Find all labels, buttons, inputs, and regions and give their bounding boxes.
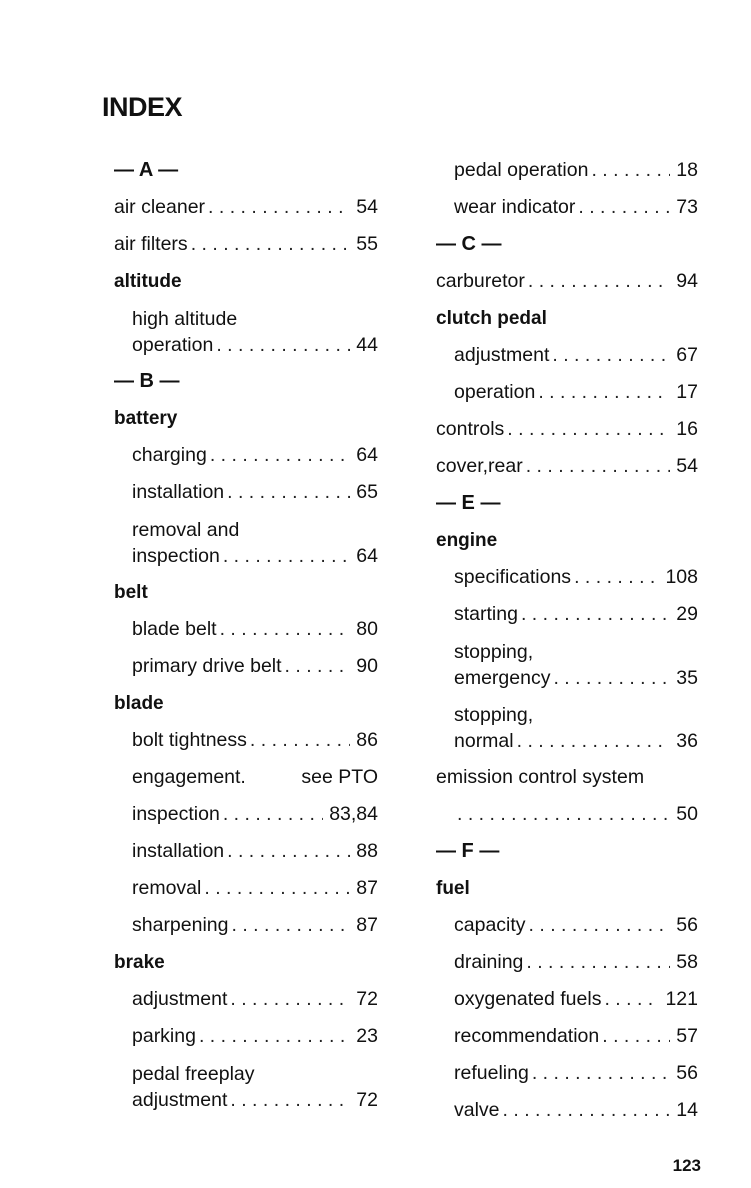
index-entry (108, 796, 378, 833)
index-entry-term-line (454, 728, 698, 754)
dot-leader (216, 332, 350, 358)
index-entry (430, 633, 698, 696)
dot-leader (208, 189, 350, 226)
index-entry-page: 88 (356, 840, 378, 862)
index-entry-term-line: high altitude (132, 308, 238, 330)
dot-leader (538, 374, 670, 411)
index-entry (430, 981, 698, 1018)
index-entry (430, 374, 698, 411)
index-entry-term: operation (454, 381, 536, 403)
dot-leader (604, 981, 659, 1018)
index-entry-term-line: stopping, (454, 704, 534, 726)
index-entry-term: recommendation (454, 1025, 600, 1047)
index-entry-page: 64 (356, 444, 378, 466)
index-entry-term-line (132, 543, 378, 569)
index-entry (108, 907, 378, 944)
index-entry (108, 1018, 378, 1055)
index-entry-page: 29 (676, 603, 698, 625)
index-column-right (430, 152, 698, 1129)
dot-leader (227, 833, 350, 870)
dot-leader (232, 907, 351, 944)
index-entry (108, 189, 378, 226)
index-entry-term: capacity (454, 914, 526, 936)
dot-leader (526, 944, 670, 981)
index-entry-term: normal (454, 730, 514, 752)
index-entry (108, 648, 378, 685)
dot-leader (199, 1018, 350, 1055)
index-entry-page: 73 (676, 196, 698, 218)
index-entry-reference: see PTO (301, 766, 378, 788)
dot-leader (529, 907, 671, 944)
index-entry-term: air cleaner (114, 196, 206, 218)
page-number: 123 (672, 1156, 701, 1175)
index-entry-term: air filters (114, 233, 188, 255)
index-heading: altitude (114, 271, 182, 292)
dot-leader (578, 189, 670, 226)
index-entry (108, 474, 378, 511)
index-entry (108, 611, 378, 648)
index-entry-page: 86 (356, 729, 378, 751)
index-entry-page: 121 (665, 988, 698, 1010)
index-entry-term: adjustment (132, 988, 228, 1010)
index-entry (430, 189, 698, 226)
dot-leader (204, 870, 350, 907)
dot-leader (220, 611, 351, 648)
index-entry-page: 72 (356, 1089, 378, 1111)
index-entry (430, 263, 698, 300)
index-entry-page: 65 (356, 481, 378, 503)
index-entry-term: inspection (132, 545, 220, 567)
index-entry-page: 87 (356, 877, 378, 899)
index-entry (430, 559, 698, 596)
index-entry-term: emergency (454, 667, 551, 689)
index-entry (108, 833, 378, 870)
index-entry-term: bolt tightness (132, 729, 247, 751)
index-heading: blade (114, 693, 164, 714)
index-entry (108, 437, 378, 474)
index-entry-term: carburetor (436, 270, 525, 292)
index-entry (430, 448, 698, 485)
index-entry-term: sharpening (132, 914, 229, 936)
dot-leader (553, 665, 670, 691)
index-entry-page: 83,84 (329, 803, 378, 825)
index-entry-page: 87 (356, 914, 378, 936)
index-entry (108, 511, 378, 574)
index-entry-term-line (454, 665, 698, 691)
index-entry-page: 72 (356, 988, 378, 1010)
index-entry-term: adjustment (132, 1089, 228, 1111)
index-entry-page: 90 (356, 655, 378, 677)
index-entry-page: 44 (356, 334, 378, 356)
index-entry-term-line: stopping, (454, 641, 534, 663)
dot-leader (223, 543, 350, 569)
index-entry-page: 23 (356, 1025, 378, 1047)
dot-leader (285, 648, 351, 685)
index-entry-term: draining (454, 951, 524, 973)
index-entry (108, 759, 378, 796)
index-column-left (108, 152, 378, 1118)
dot-leader (457, 796, 670, 833)
index-entry-page: 54 (356, 196, 378, 218)
index-entry-term: cover,rear (436, 455, 523, 477)
index-entry (430, 596, 698, 633)
dot-leader (574, 559, 659, 596)
index-entry-page: 57 (676, 1025, 698, 1047)
dot-leader (552, 337, 670, 374)
index-entry-term: specifications (454, 566, 572, 588)
index-entry-page: 17 (676, 381, 698, 403)
index-entry-term: starting (454, 603, 518, 625)
dot-leader (191, 226, 351, 263)
index-entry-page: 16 (676, 418, 698, 440)
index-entry-term-line (132, 1087, 378, 1113)
index-entry-term-line: pedal freeplay (132, 1063, 255, 1085)
index-entry-term-line (132, 332, 378, 358)
index-entry-page: 55 (356, 233, 378, 255)
index-entry-term: blade belt (132, 618, 217, 640)
index-entry-term: charging (132, 444, 207, 466)
index-entry-page: 67 (676, 344, 698, 366)
index-entry (430, 696, 698, 759)
index-entry (430, 1018, 698, 1055)
index-entry-page: 108 (665, 566, 698, 588)
index-section-letter: — B — (114, 370, 180, 392)
dot-leader (227, 474, 350, 511)
index-section-letter: — E — (436, 492, 501, 514)
index-entry (430, 337, 698, 374)
index-entry (108, 300, 378, 363)
index-entry-term: engagement. (132, 766, 246, 788)
dot-leader (230, 981, 350, 1018)
index-entry-term: installation (132, 481, 225, 503)
dot-leader (223, 796, 323, 833)
dot-leader (602, 1018, 670, 1055)
index-entry (430, 944, 698, 981)
index-entry-page: 80 (356, 618, 378, 640)
index-heading: fuel (436, 878, 470, 899)
dot-leader (526, 448, 671, 485)
index-entry-term: oxygenated fuels (454, 988, 602, 1010)
index-entry-term: refueling (454, 1062, 529, 1084)
dot-leader (521, 596, 670, 633)
index-entry-term: controls (436, 418, 505, 440)
index-entry (430, 1092, 698, 1129)
index-entry (108, 1055, 378, 1118)
index-entry-term: parking (132, 1025, 196, 1047)
index-entry (430, 907, 698, 944)
index-entry-page: 50 (676, 803, 698, 825)
dot-leader (503, 1092, 671, 1129)
index-entry (430, 1055, 698, 1092)
index-entry-page: 56 (676, 914, 698, 936)
page-title: INDEX (102, 92, 183, 122)
index-entry-page: 36 (676, 730, 698, 752)
index-heading: engine (436, 530, 498, 551)
index-entry-term: removal (132, 877, 202, 899)
index-heading: clutch pedal (436, 308, 547, 329)
dot-leader (250, 722, 350, 759)
index-entry-term: valve (454, 1099, 500, 1121)
index-entry-term: wear indicator (454, 196, 576, 218)
index-entry-term: emission control system (436, 766, 645, 788)
index-entry-page: 35 (676, 667, 698, 689)
index-entry (430, 796, 698, 833)
index-entry-term: pedal operation (454, 159, 589, 181)
index-entry-term: installation (132, 840, 225, 862)
dot-leader (210, 437, 350, 474)
index-entry (108, 870, 378, 907)
index-entry-page: 18 (676, 159, 698, 181)
index-entry-term-line: removal and (132, 519, 240, 541)
index-entry-term: inspection (132, 803, 220, 825)
index-entry-page: 14 (676, 1099, 698, 1121)
dot-leader (517, 728, 671, 754)
index-entry-term: primary drive belt (132, 655, 282, 677)
index-entry-term: adjustment (454, 344, 550, 366)
index-entry-page: 94 (676, 270, 698, 292)
index-section-letter: — C — (436, 233, 502, 255)
dot-leader (507, 411, 670, 448)
index-heading: brake (114, 952, 165, 973)
dot-leader (591, 152, 670, 189)
index-heading: battery (114, 408, 178, 429)
index-heading: belt (114, 582, 148, 603)
index-entry-page: 64 (356, 545, 378, 567)
index-entry (108, 226, 378, 263)
index-section-letter: — F — (436, 840, 500, 862)
index-entry-term: operation (132, 334, 214, 356)
index-entry (108, 981, 378, 1018)
index-entry-page: 54 (676, 455, 698, 477)
dot-leader (230, 1087, 350, 1113)
index-entry (430, 411, 698, 448)
index-entry (108, 722, 378, 759)
dot-leader (532, 1055, 670, 1092)
index-entry-page: 58 (676, 951, 698, 973)
index-entry-page: 56 (676, 1062, 698, 1084)
dot-leader (528, 263, 670, 300)
index-entry (430, 152, 698, 189)
index-section-letter: — A — (114, 159, 179, 181)
